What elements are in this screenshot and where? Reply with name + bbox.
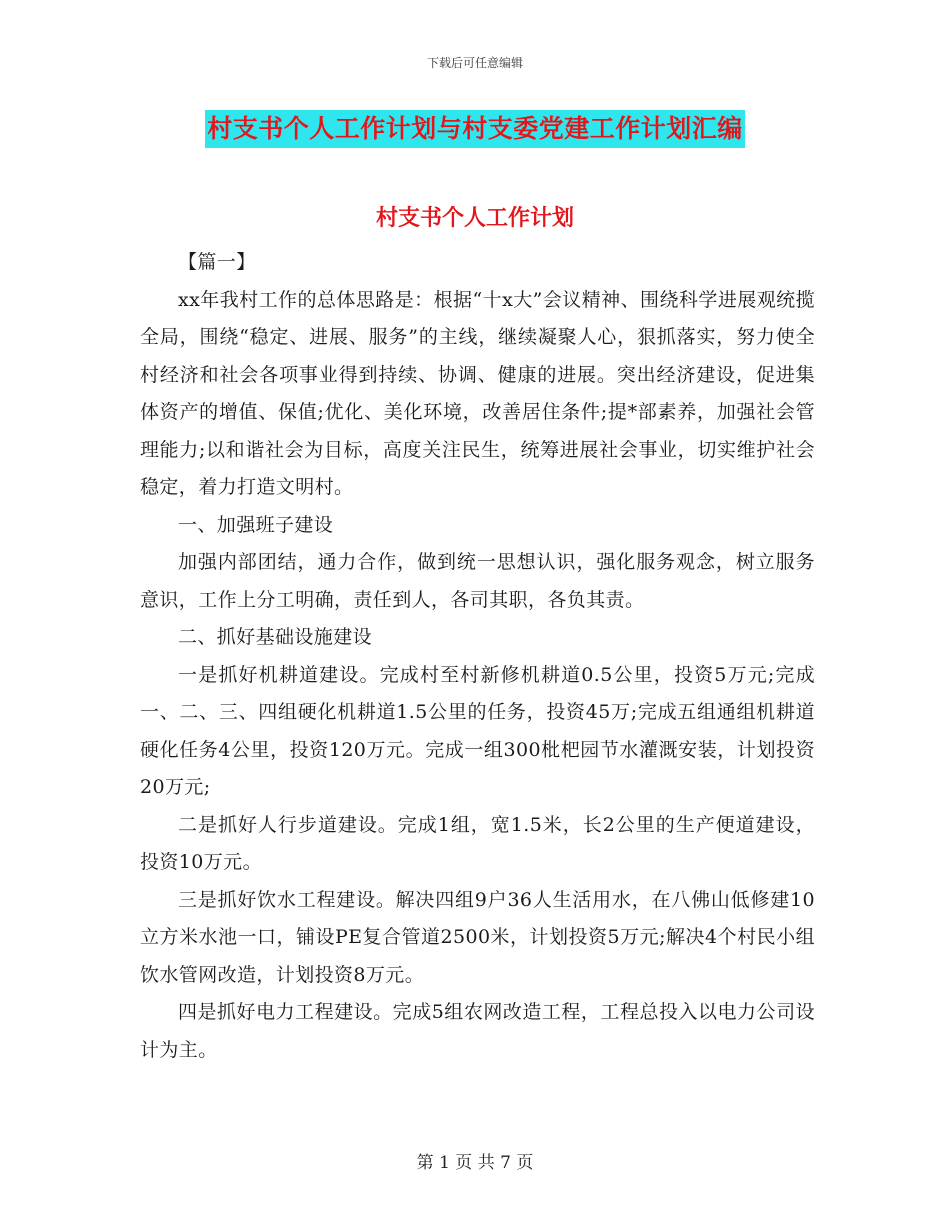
body-text — [140, 244, 815, 1069]
section-label: 【篇一】 — [178, 251, 256, 273]
heading-team-building: 一、加强班子建设 — [178, 513, 334, 536]
heading-infrastructure: 二、抓好基础设施建设 — [178, 626, 373, 648]
paragraph-power: 四是抓好电力工程建设。完成5组农网改造工程，工程总投入以电力公司设计为主。 — [140, 1001, 815, 1061]
paragraph-intro: xx年我村工作的总体思路是：根据“十x大”会议精神、围绕科学进展观统揽全局，围绕“稳定、进展、服务”的主线，继续凝聚人心，狠抓落实，努力使全村经济和社会各项事业得到持续、协调、健康的进展。突出经济建设，促进集体资产的增值、保值;优化、美化环境，改善居住条件;提*部素养，加强社会管理能力;以和谐社会为目标，高度关注民生，统筹进展社会事业，切实维护社会稳定，着力打造文明村。 — [140, 288, 815, 498]
paragraph-water: 三是抓好饮水工程建设。解决四组9户36人生活用水，在八佛山低修建10立方米水池一口，铺设PE复合管道2500米，计划投资5万元;解决4个村民小组饮水管网改造，计划投资8万元。 — [140, 888, 815, 986]
paragraph-walkways: 二是抓好人行步道建设。完成1组，宽1.5米，长2公里的生产便道建设，投资10万元。 — [140, 813, 815, 873]
main-title — [0, 110, 950, 148]
paragraph-team-building: 加强内部团结，通力合作，做到统一思想认识，强化服务观念，树立服务意识，工作上分工明确，责任到人，各司其职，各负其责。 — [140, 551, 815, 611]
page-footer: 第 1 页 共 7 页 — [416, 1153, 534, 1173]
sub-title: 村支书个人工作计划 — [375, 205, 574, 231]
paragraph-farm-roads: 一是抓好机耕道建设。完成村至村新修机耕道0.5公里，投资5万元;完成一、二、三、四组硬化机耕道1.5公里的任务，投资45万;完成五组通组机耕道硬化任务4公里，投资120万元。完成一组300枇杷园节水灌溉安装，计划投资20万元; — [140, 663, 815, 798]
main-title-text: 村支书个人工作计划与村支委党建工作计划汇编 — [205, 110, 745, 148]
header-note: 下载后可任意编辑 — [426, 56, 523, 70]
